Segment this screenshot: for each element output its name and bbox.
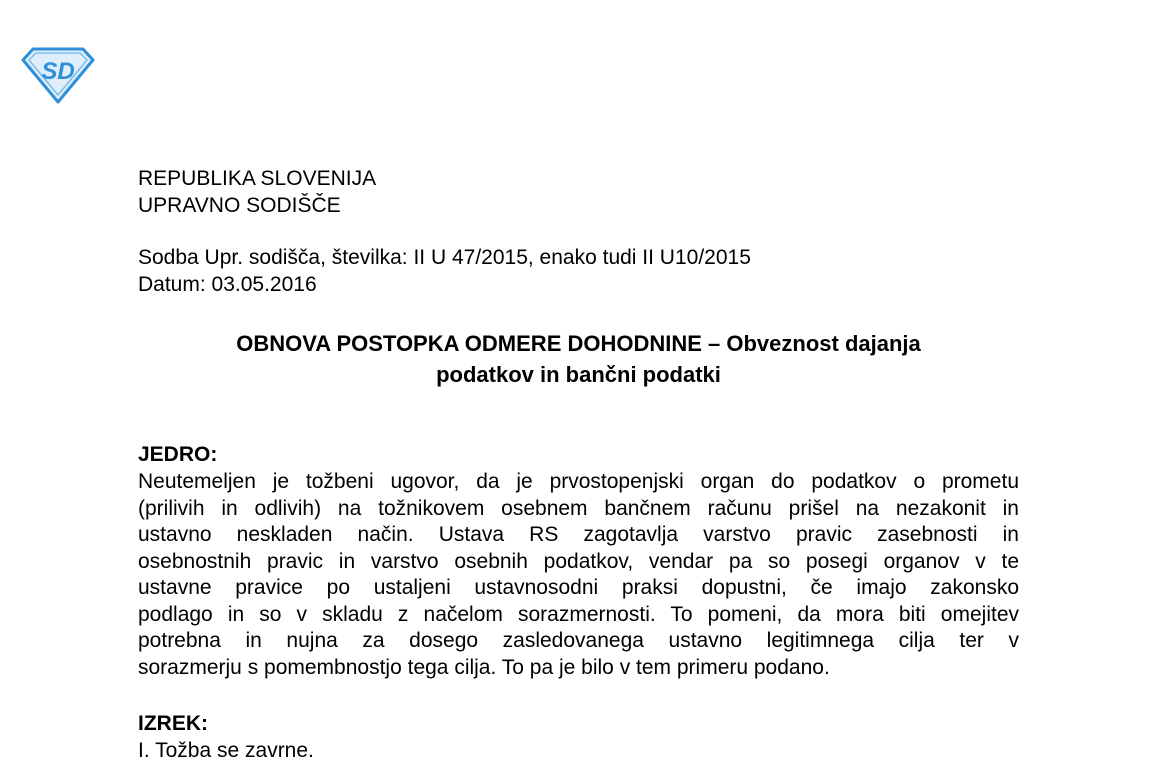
jedro-line: sorazmerju s pomembnostjo tega cilja. To pa je bilo v tem primeru podano. — [138, 655, 830, 679]
izrek-first-line: I. Tožba se zavrne. — [138, 739, 314, 762]
izrek-heading: IZREK: — [138, 712, 208, 735]
sd-shield-logo-icon — [20, 46, 96, 104]
court-logo — [20, 46, 96, 104]
title-line-2: podatkov in bančni podatki — [436, 362, 721, 387]
jedro-line: Neutemeljen je tožbeni ugovor, da je prvostopenjski organ do podatkov o prometu — [138, 470, 1019, 493]
jedro-heading: JEDRO: — [138, 443, 218, 466]
case-date: Datum: 03.05.2016 — [138, 273, 317, 296]
case-reference: Sodba Upr. sodišča, številka: II U 47/2015, enako tudi II U10/2015 — [138, 246, 751, 269]
court-name: UPRAVNO SODIŠČE — [138, 194, 341, 217]
jedro-line: potrebna in nujna za dosego zasledovanega ustavno legitimnega cilja ter v — [138, 629, 1019, 652]
title-line-1: OBNOVA POSTOPKA ODMERE DOHODNINE – Obveznost dajanja — [236, 331, 921, 356]
jedro-line: ustavne pravice po ustaljeni ustavnosodni praksi dopustni, če imajo zakonsko — [138, 576, 1019, 599]
jedro-line: (prilivih in odlivih) na tožnikovem osebnem bančnem računu prišel na nezakonit in — [138, 496, 1019, 520]
jedro-line: ustavno neskladen način. Ustava RS zagotavlja varstvo pravic zasebnosti in — [138, 523, 1019, 546]
logo-text: SD — [41, 58, 75, 85]
document-title — [138, 328, 1019, 390]
jedro-line: podlago in so v skladu z načelom sorazmernosti. To pomeni, da mora biti omejitev — [138, 602, 1019, 626]
jedro-paragraph — [138, 469, 1019, 681]
jedro-line: osebnostnih pravic in varstvo osebnih podatkov, vendar pa so posegi organov v te — [138, 549, 1019, 573]
court-country: REPUBLIKA SLOVENIJA — [138, 167, 377, 190]
